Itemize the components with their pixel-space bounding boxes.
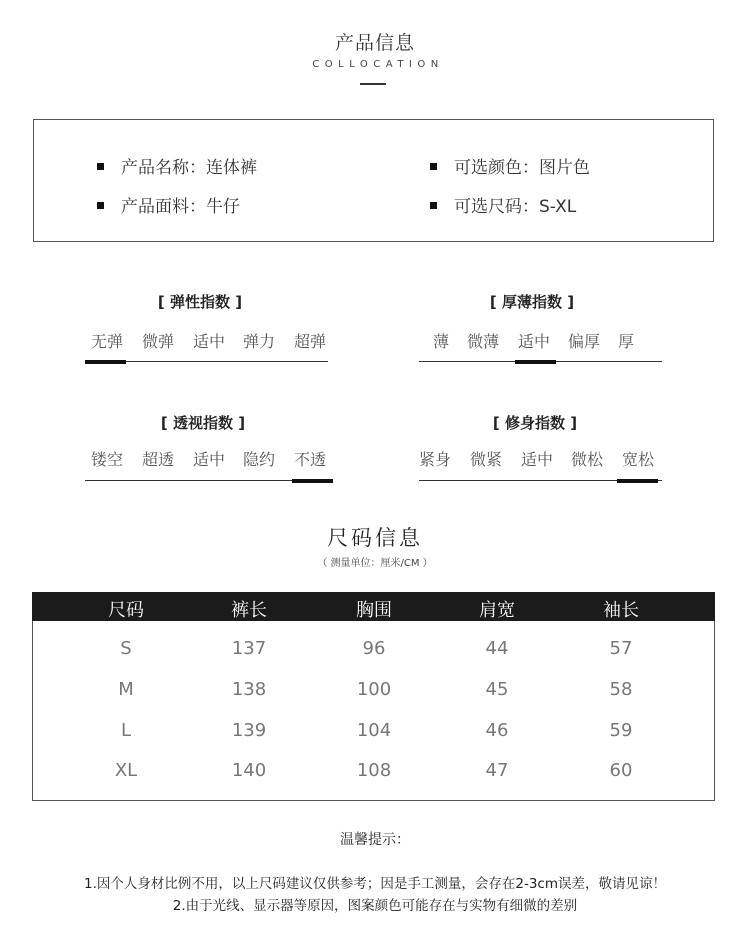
tips-line-2: 2.由于光线、显示器等原因，图案颜色可能存在与实物有细微的差别 (172, 898, 578, 914)
info-product-size (430, 192, 576, 217)
fit-label: 微松 (570, 450, 603, 469)
elasticity-label: 适中 (192, 332, 225, 351)
thickness-label: 微薄 (466, 332, 499, 351)
sheerness-label: 镂空 (90, 450, 123, 469)
info-product-fabric (97, 192, 240, 217)
fit-index-title: [ 修身指数 ] (492, 414, 578, 432)
sheerness-label: 不透 (293, 450, 326, 469)
elasticity-label: 弹力 (242, 332, 275, 351)
elasticity-label: 无弹 (90, 332, 123, 351)
thickness-label: 薄 (432, 332, 449, 351)
elasticity-label: 微弹 (141, 332, 174, 351)
size-table-cell: XL (114, 760, 138, 781)
size-table-cell: 57 (609, 638, 633, 659)
size-table-cell: 60 (609, 760, 633, 781)
fit-label: 宽松 (621, 450, 654, 469)
sheerness-label: 隐约 (242, 450, 275, 469)
product-info-box (33, 119, 714, 242)
tips-title: 温馨提示： (340, 832, 410, 848)
title-divider (360, 83, 386, 85)
thickness-selected-marker (515, 360, 556, 364)
sheerness-index-title: [ 透视指数 ] (160, 414, 246, 432)
fit-label: 适中 (520, 450, 553, 469)
size-table-header-cell: 裤长 (231, 600, 267, 621)
size-table-cell: 108 (356, 760, 392, 781)
sheerness-selected-marker (292, 479, 333, 483)
size-table-header-cell: 尺码 (108, 600, 144, 621)
size-table-header-cell: 胸围 (356, 600, 392, 621)
sheerness-label: 超透 (141, 450, 174, 469)
size-table-cell: 46 (485, 720, 509, 741)
thickness-index-title: [ 厚薄指数 ] (489, 293, 575, 311)
sheerness-label: 适中 (192, 450, 225, 469)
size-table-cell: S (120, 638, 132, 659)
size-table-cell: 100 (356, 679, 392, 700)
size-table-cell: 104 (356, 720, 392, 741)
size-table-cell: 44 (485, 638, 509, 659)
bullet-square-icon (97, 202, 104, 209)
info-product-name-text: 产品名称：连体裤 (121, 158, 257, 178)
size-table-cell: 139 (231, 720, 267, 741)
page-title: 产品信息 (334, 32, 415, 54)
tips-line-1: 1.因个人身材比例不用，以上尺码建议仅供参考；因是手工测量，会存在2-3cm误差，敬请见谅！ (83, 876, 666, 892)
size-table-cell: 138 (231, 679, 267, 700)
info-product-fabric-text: 产品面料：牛仔 (121, 197, 240, 217)
info-product-size-text: 可选尺码：S-XL (454, 197, 577, 217)
size-table-header-cell: 袖长 (603, 600, 639, 621)
size-table-cell: 96 (362, 638, 386, 659)
size-table-cell: 58 (609, 679, 633, 700)
info-product-color-text: 可选颜色：图片色 (454, 158, 590, 178)
size-table-cell: 45 (485, 679, 509, 700)
elasticity-label: 超弹 (293, 332, 326, 351)
size-info-unit: （ 测量单位：厘米/CM ） (317, 558, 433, 569)
size-table-cell: 47 (485, 760, 509, 781)
page-subtitle: COLLOCATION (312, 59, 444, 70)
elasticity-index-title: [ 弹性指数 ] (157, 293, 243, 311)
size-table-cell: 137 (231, 638, 267, 659)
thickness-label: 适中 (517, 332, 550, 351)
bullet-square-icon (430, 163, 437, 170)
size-table-cell: 140 (231, 760, 267, 781)
size-table-header-cell: 肩宽 (479, 600, 515, 621)
info-product-name (97, 153, 257, 178)
info-product-color (430, 153, 590, 178)
bullet-square-icon (97, 163, 104, 170)
bullet-square-icon (430, 202, 437, 209)
elasticity-selected-marker (85, 360, 126, 364)
thickness-label: 偏厚 (567, 332, 600, 351)
fit-selected-marker (617, 479, 658, 483)
size-info-title: 尺码信息 (327, 526, 423, 550)
size-table-cell: L (120, 720, 132, 741)
size-table-cell: M (118, 679, 134, 700)
size-table-cell: 59 (609, 720, 633, 741)
fit-label: 微紧 (469, 450, 502, 469)
thickness-label: 厚 (617, 332, 634, 351)
fit-label: 紧身 (418, 450, 451, 469)
